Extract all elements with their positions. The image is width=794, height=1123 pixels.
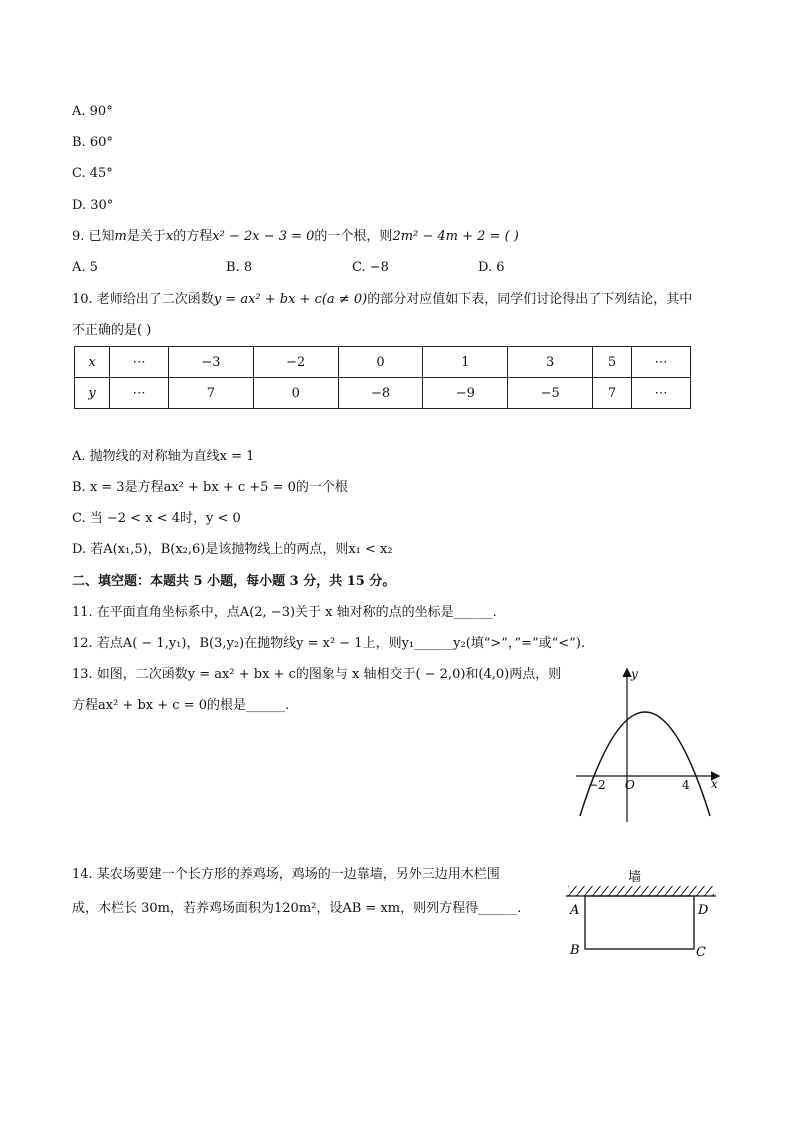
table-cell: 0 (253, 378, 338, 409)
q14-figure (562, 864, 722, 964)
table-cell: −9 (423, 378, 508, 409)
q13-stem-line1: 13. 如图，二次函数y = ax² + bx + c的图象与 x 轴相交于( − 2,0)和(4,0)两点，则 (72, 667, 562, 682)
table-cell: x (75, 347, 110, 378)
table-row-x (75, 347, 691, 378)
table-row-y (75, 378, 691, 409)
table-cell: ⋯ (110, 347, 169, 378)
q10-stem-line2: 不正确的是( ) (72, 323, 152, 338)
q10-suffix: 的部分对应值如下表，同学们讨论得出了下列结论，其中 (367, 292, 693, 307)
q9-option-d: D. 6 (478, 260, 505, 275)
q9-text-2: 的方程 (173, 229, 213, 244)
q10-prefix: 10. 老师给出了二次函数 (72, 292, 214, 307)
parabola-curve (580, 712, 710, 816)
q9-expression: 2m² − 4m + 2 = ( ) (392, 229, 519, 244)
coop-rectangle (585, 896, 694, 949)
wall-hatching (568, 886, 714, 896)
tick-neg2: −2 (588, 778, 606, 792)
q11-stem: 11. 在平面直角坐标系中，点A(2, −3)关于 x 轴对称的点的坐标是______. (72, 605, 497, 620)
table-cell: −8 (338, 378, 423, 409)
q9-text-3: 的一个根，则 (314, 229, 393, 244)
q9-option-a: A. 5 (72, 260, 98, 275)
table-cell: ⋯ (110, 378, 169, 409)
q10-value-table (74, 346, 691, 409)
q10-option-c: C. 当 −2 < x < 4时，y < 0 (72, 511, 241, 526)
origin-label: O (625, 778, 635, 792)
table-cell: −5 (508, 378, 593, 409)
q9-var-x: x (165, 229, 174, 244)
q10-option-b: B. x = 3是方程ax² + bx + c +5 = 0的一个根 (72, 480, 348, 495)
y-axis-label: y (631, 667, 638, 681)
tick-4: 4 (682, 778, 690, 792)
q9-option-c: C. −8 (352, 260, 389, 275)
q8-option-c: C. 45° (72, 166, 113, 181)
q10-stem-line1 (72, 291, 692, 309)
q9-text-1: 是关于 (126, 229, 166, 244)
q8-option-d: D. 30° (72, 198, 114, 213)
table-cell: ⋯ (632, 347, 691, 378)
q12-stem: 12. 若点A( − 1,y₁)，B(3,y₂)在抛物线y = x² − 1上，则y₁______y₂(填“>”，”=”或“<”). (72, 636, 586, 651)
q14-stem-line2: 成，木栏长 30m，若养鸡场面积为120m²，设AB = xm，则列方程得______. (72, 901, 522, 916)
wall-label: 墙 (628, 870, 642, 885)
q9-stem (72, 228, 519, 246)
table-cell: −2 (253, 347, 338, 378)
q9-option-b: B. 8 (226, 260, 253, 275)
section-heading: 二、填空题：本题共 5 小题，每小题 3 分，共 15 分。 (72, 574, 396, 589)
q10-option-a: A. 抛物线的对称轴为直线x = 1 (72, 449, 255, 464)
table-cell: 1 (423, 347, 508, 378)
q9-prefix: 9. 已知 (72, 229, 115, 244)
table-cell: 0 (338, 347, 423, 378)
q13-stem-line2: 方程ax² + bx + c = 0的根是______. (72, 698, 290, 713)
table-cell: 7 (169, 378, 254, 409)
q10-option-d: D. 若A(x₁,5)，B(x₂,6)是该抛物线上的两点，则x₁ < x₂ (72, 542, 393, 557)
table-cell: ⋯ (632, 378, 691, 409)
x-axis-label: x (711, 777, 718, 791)
q14-stem-line1: 14. 某农场要建一个长方形的养鸡场，鸡场的一边靠墙，另外三边用木栏围 (72, 867, 500, 882)
q9-equation: x² − 2x − 3 = 0 (212, 229, 315, 244)
table-cell: −3 (169, 347, 254, 378)
point-b-label: B (570, 943, 580, 958)
q8-option-b: B. 60° (72, 135, 113, 150)
q8-option-a: A. 90° (72, 104, 113, 119)
table-cell: y (75, 378, 110, 409)
table-cell: 7 (593, 378, 632, 409)
q9-var-m: m (114, 229, 127, 244)
q10-function: y = ax² + bx + c(a ≠ 0) (213, 292, 368, 307)
q13-parabola-graph (568, 664, 728, 826)
table-cell: 3 (508, 347, 593, 378)
table-cell: 5 (593, 347, 632, 378)
point-a-label: A (570, 903, 580, 918)
point-d-label: D (698, 903, 709, 918)
point-c-label: C (696, 945, 706, 960)
